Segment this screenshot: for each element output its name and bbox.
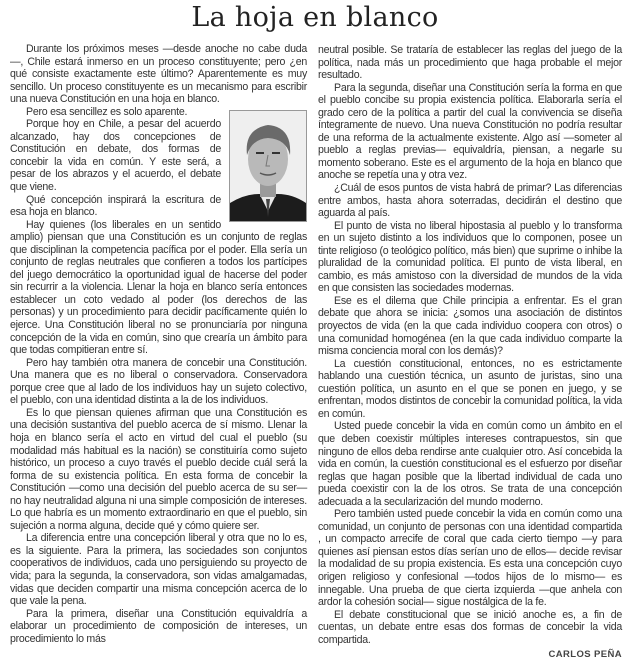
paragraph: Porque hoy en Chile, a pesar del acuerdo alcanzado, hay dos concepciones de Constitución en debate, dos formas de concebir la vida en común. Y este será, a pesar de los abrazos y el acuerdo, el debate que viene. [10, 118, 221, 194]
paragraph: La cuestión constitucional, entonces, no es estrictamente hablando una cuestión técnica, un asunto de juristas, sino una cuestión política, un asunto en el que se ponen en juego, y se enfrentan, modos distintos de concebir la comunidad política, la vida en común. [318, 357, 622, 420]
author-portrait [229, 110, 307, 222]
paragraph: Es lo que piensan quienes afirman que una Constitución es una decisión sustantiva del pueblo acerca de sí mismo. Llenar la hoja en blanco sería el acto en virtud del cual el pueblo (su modalidad más habitual es la nación) se constituiría como sujeto histórico, un proceso a cuyo través el pueblo decide cuál será la forma de su existencia política. En esta forma de concebir la Constitución —como una decisión del pueblo acerca de su ser— no hay neutralidad alguna ni una simple composición de intereses. Lo que habría es un momento extraordinario en que el pueblo, sin sujeción a norma alguna, decide qué y cómo quiere ser. [10, 406, 307, 532]
paragraph: neutral posible. Se trataría de establecer las reglas del juego de la política, nada más un procedimiento que haga probable el mejor resultado. [318, 44, 622, 82]
paragraph: Para la primera, diseñar una Constitución equivaldría a elaborar un procedimiento de composición de intereses, un procedimiento lo más [10, 607, 307, 645]
paragraph: Para la segunda, diseñar una Constitución sería la forma en que el pueblo concibe su propia existencia política. Elaborarla sería el grado cero de la política a partir del cual la convivencia se diseña íntegramente de nuevo. Una nueva Constitución no podría resultar de una reforma de la actualmente existente. Algo así —someter al pueblo a reglas previas— equivaldría, piensan, a negarle su momento soberano. Este es el argumento de la hoja en blanco que anoche se repetía una y otra vez. [318, 81, 622, 182]
paragraph: ¿Cuál de esos puntos de vista habrá de primar? Las diferencias entre ambos, hasta ahora soterradas, decidirán el destino que aguarda al país. [318, 182, 622, 220]
author-byline: CARLOS PEÑA [548, 649, 622, 661]
paragraph: El punto de vista no liberal hipostasia al pueblo y lo transforma en un sujeto distinto a los individuos que lo componen, posee un tinte religioso (o teológico político, más bien) que suprime o inhibe la pluralidad de la comunidad política. El punto de vista liberal, en cambio, es más amistoso con la diversidad de mundos de la vida en que consisten las sociedades modernas. [318, 219, 622, 295]
paragraph: Qué concepción inspirará la escritura de esa hoja en blanco. [10, 193, 221, 219]
paragraph: Pero esa sencillez es solo aparente. [26, 105, 188, 118]
paragraph: El debate constitucional que se inició anoche es, a fin de cuentas, un debate entre esas dos formas de concebir la vida compartida. [318, 608, 622, 646]
article-column-right [318, 44, 622, 662]
article-title: La hoja en blanco [191, 2, 439, 33]
paragraph: Pero hay también otra manera de concebir una Constitución. Una manera que es no liberal o conservadora. Conservadora porque cree que al lado de los individuos hay un sujeto colectivo, el pueblo, con una identidad distinta a la de los individuos. [10, 356, 307, 407]
paragraph: Ese es el dilema que Chile principia a enfrentar. Es el gran debate que ahora se inicia: ¿somos una asociación de distintos proyectos de vida (en la que cada individuo coopera con otros) o una comunidad homogénea (en la que cada individuo comparte la misma conciencia moral con los demás)? [318, 294, 622, 358]
paragraph: Pero también usted puede concebir la vida en común como una comunidad, un conjunto de personas con una identidad compartida , un compacto arrecife de coral que cada cierto tiempo —y para quienes así piensan estos días serían uno de ellos— decide revisar la modalidad de su propia existencia. Es esta una concepción cuyo origen religioso y confesional —todos hijos de lo mismo— es innegable. Una prueba de que cierta izquierda —que anhela con ardor la cohesión social— sigue nostálgica de la fe. [318, 508, 622, 609]
article-column-left [10, 43, 307, 645]
paragraph: Usted puede concebir la vida en común como un ámbito en el que deben coexistir múltiples intereses contrapuestos, sin que ninguno de ellos deba rendirse ante cualquier otro. Así concebida la vida en común, la cuestión constitucional es el esfuerzo por diseñar reglas que hagan posible que la libertad individual de cada uno pueda coexistir con la de los otros. Se trata de una concepción adecuada a la secularización del mundo moderno. [318, 420, 622, 508]
paragraph: La diferencia entre una concepción liberal y otra que no lo es, es la siguiente. Para la primera, las sociedades son conjuntos cooperativos de individuos, cada uno persiguiendo su proyecto de vida; para la segunda, la conservadora, son vidas amalgamadas, vidas que deciden compartir una misma concepción acerca de lo que vale la pena. [10, 532, 307, 608]
paragraph: Durante los próximos meses —desde anoche no cabe duda—, Chile estará inmerso en un proceso constituyente; pero ¿en qué consiste exactamente este último? Aparentemente es muy sencillo. Un proceso constituyente es un mecanismo para escribir una nueva Constitución en una hoja en blanco. [10, 43, 307, 106]
paragraph: Hay quienes (los liberales en un sentido amplio) piensan que una Constitución es un conjunto de reglas que disciplinan la competencia pacífica por el poder. Ella sería un conjunto de reglas neutrales que confieren a todos los partícipes del juego democrático la oportunidad igual de hacerse del poder sin recurrir a la violencia. Llenar la hoja en blanco sería entonces establecer un coto vedado al poder (los derechos de las personas) y un procedimiento para decidir pacíficamente quién lo ejerce. Una Constitución liberal no se pronunciaría por ninguna concepción de la vida en común, sino que crearía un ámbito para que todas compitieran entre sí. [10, 218, 307, 357]
